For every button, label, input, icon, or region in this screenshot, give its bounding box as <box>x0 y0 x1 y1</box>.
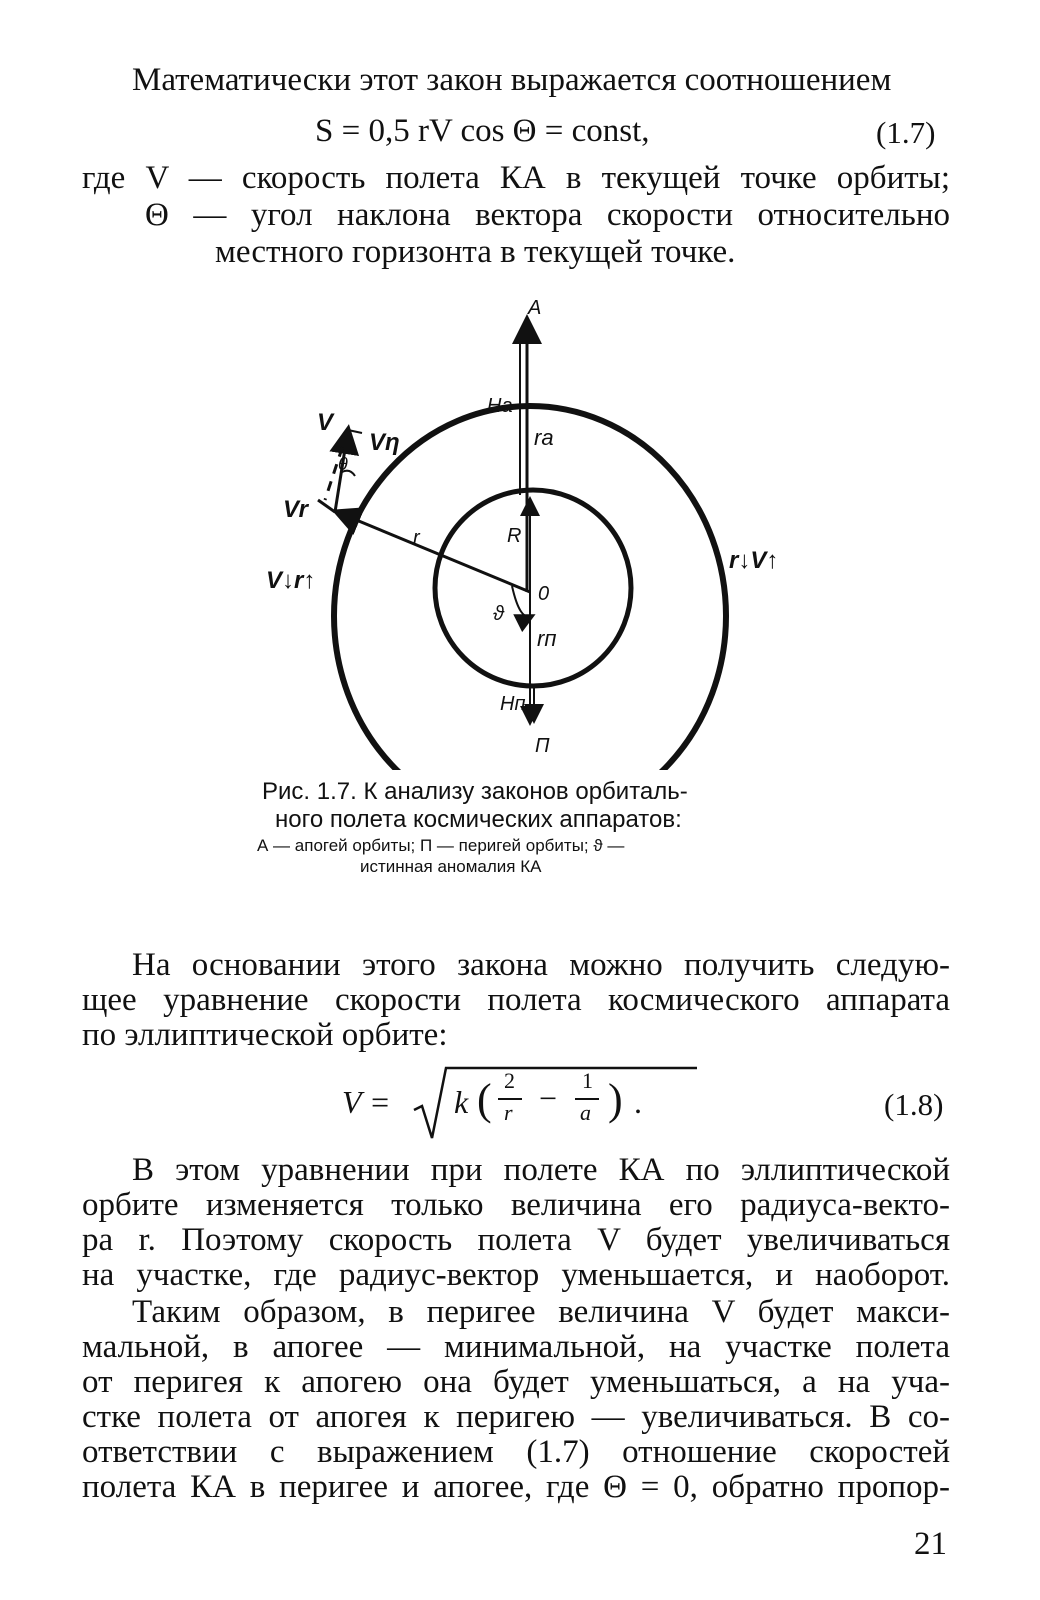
para3-line6: полета КА в перигее и апогее, где Θ = 0, обратно пропор- <box>82 1469 950 1505</box>
para1-line2: щее уравнение скорости полета космического аппарата <box>82 982 950 1018</box>
figure-caption-legend-cont: истинная аномалия КА <box>360 857 542 876</box>
equation-1-8-lhs: V = <box>342 1084 391 1120</box>
para2-line3: ра r. Поэтому скорость полета V будет увеличиваться <box>82 1222 950 1258</box>
figure-caption-legend: А — апогей орбиты; П — перигей орбиты; ϑ — <box>257 836 625 855</box>
fraction1-denominator: r <box>504 1100 513 1125</box>
equation-1-8-number: (1.8) <box>884 1087 944 1122</box>
para3-line4: стке полета от апогея к перигею — увеличиваться. В со- <box>82 1399 950 1435</box>
label-left-note: V↓r↑ <box>266 567 316 594</box>
para2-line4: на участке, где радиус-вектор уменьшается, и наоборот. <box>82 1257 950 1293</box>
label-theta: θ <box>338 454 348 474</box>
equation-1-8-minus: − <box>539 1080 558 1116</box>
label-right-note: r↓V↑ <box>729 547 779 574</box>
para1-line3: по эллиптической орбите: <box>82 1017 448 1053</box>
label-perigee-radius: rп <box>537 626 557 651</box>
label-center: 0 <box>538 583 550 605</box>
label-transverse-velocity: Vη <box>369 429 400 456</box>
figure-caption-title: Рис. 1.7. К анализу законов орбиталь- <box>262 778 688 805</box>
earth-circle <box>435 490 631 686</box>
para2-line1: В этом уравнении при полете КА по эллиптической <box>132 1152 950 1188</box>
intro-line: Математически этот закон выражается соотношением <box>132 62 892 98</box>
label-apogee-height: Hа <box>487 395 513 417</box>
label-apogee: A <box>528 297 542 319</box>
label-perigee-height: Hп <box>500 693 526 715</box>
equation-1-8-k: k <box>454 1084 469 1120</box>
label-radial-velocity: Vr <box>283 496 308 523</box>
fraction2-numerator: 1 <box>582 1068 593 1093</box>
equation-1-7-number: (1.7) <box>876 115 936 150</box>
fraction1-numerator: 2 <box>504 1068 515 1093</box>
fraction2-denominator: a <box>580 1100 591 1125</box>
figure-caption-title-cont: ного полета космических аппаратов: <box>275 806 682 833</box>
page-number: 21 <box>914 1526 947 1562</box>
para3-line2: мальной, в апогее — минимальной, на участке полета <box>82 1329 950 1365</box>
label-velocity: V <box>317 409 334 436</box>
label-apogee-radius: ra <box>534 425 554 450</box>
orbit-diagram <box>0 290 1040 770</box>
definition-theta: Θ — угол наклона вектора скорости относительно <box>145 197 950 233</box>
label-perigee: П <box>535 735 550 757</box>
para2-line2: орбите изменяется только величина его радиуса-векто- <box>82 1187 950 1223</box>
para3-line1: Таким образом, в перигее величина V будет макси- <box>132 1294 950 1330</box>
label-radius-vector: r <box>413 527 420 549</box>
definition-theta-cont: местного горизонта в текущей точке. <box>215 234 736 270</box>
definition-v: где V — скорость полета КА в текущей точке орбиты; <box>82 160 950 196</box>
label-true-anomaly: ϑ <box>493 603 504 625</box>
para3-line3: от перигея к апогею она будет уменьшаться, а на уча- <box>82 1364 950 1400</box>
para1-line1: На основании этого закона можно получить следую- <box>132 947 950 983</box>
equation-1-7: S = 0,5 rV cos Θ = const, <box>315 113 650 149</box>
label-earth-radius: R <box>507 525 522 547</box>
para3-line5: ответствии с выражением (1.7) отношение скоростей <box>82 1434 950 1470</box>
equation-1-8: V = k ( 2 r − 1 a ) . <box>342 1062 702 1142</box>
